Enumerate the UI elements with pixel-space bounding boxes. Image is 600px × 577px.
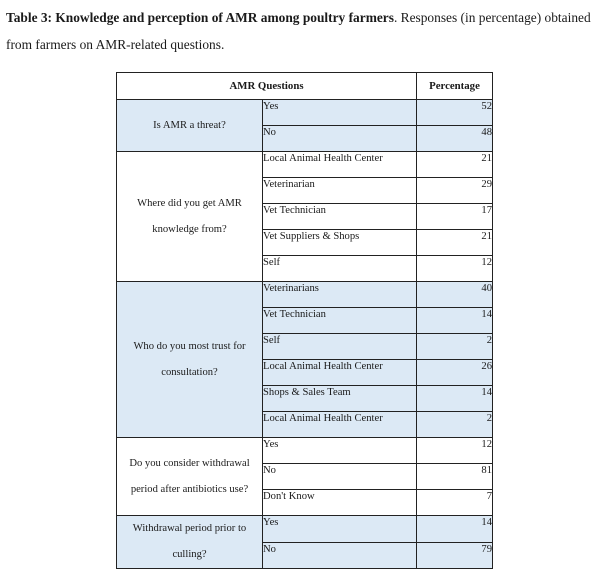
question-cell — [117, 100, 263, 152]
response-cell: Veterinarians — [263, 282, 417, 308]
response-cell: No — [263, 542, 417, 569]
response-cell: Self — [263, 256, 417, 282]
table-row — [117, 152, 493, 178]
question-cell — [117, 516, 263, 569]
table-row — [117, 100, 493, 126]
percentage-cell: 21 — [417, 230, 493, 256]
response-cell: No — [263, 464, 417, 490]
table-row — [117, 282, 493, 308]
percentage-cell: 48 — [417, 126, 493, 152]
response-cell: Local Animal Health Center — [263, 412, 417, 438]
percentage-cell: 29 — [417, 178, 493, 204]
percentage-cell: 7 — [417, 490, 493, 516]
percentage-cell: 14 — [417, 516, 493, 543]
table-body — [117, 100, 493, 569]
header-percentage: Percentage — [417, 73, 493, 100]
percentage-cell: 21 — [417, 152, 493, 178]
percentage-cell: 12 — [417, 256, 493, 282]
response-cell: Vet Technician — [263, 308, 417, 334]
question-text-line: knowledge from? — [152, 223, 227, 235]
response-cell: Yes — [263, 100, 417, 126]
question-text-line: Withdrawal period prior to — [132, 523, 247, 534]
question-text-line: Where did you get AMR — [137, 197, 242, 209]
percentage-cell: 14 — [417, 308, 493, 334]
response-cell: Vet Technician — [263, 204, 417, 230]
question-cell — [117, 152, 263, 282]
percentage-cell: 52 — [417, 100, 493, 126]
amr-table — [116, 72, 493, 569]
response-cell: No — [263, 126, 417, 152]
caption-title: Table 3: Knowledge and perception of AMR among poultry farmers — [6, 10, 394, 25]
response-cell: Yes — [263, 516, 417, 543]
percentage-cell: 14 — [417, 386, 493, 412]
percentage-cell: 40 — [417, 282, 493, 308]
table-row — [117, 516, 493, 543]
table-header-row — [117, 73, 493, 100]
question-text-line: Do you consider withdrawal — [129, 457, 250, 469]
question-cell — [117, 282, 263, 438]
response-cell: Shops & Sales Team — [263, 386, 417, 412]
response-cell: Don't Know — [263, 490, 417, 516]
percentage-cell: 26 — [417, 360, 493, 386]
question-text-line: consultation? — [161, 366, 218, 378]
caption-text: . Responses (in percentage) obtained from farmers on AMR-related questions. — [6, 10, 591, 52]
percentage-cell: 2 — [417, 412, 493, 438]
table-caption — [6, 4, 596, 58]
response-cell: Vet Suppliers & Shops — [263, 230, 417, 256]
response-cell: Yes — [263, 438, 417, 464]
question-cell — [117, 438, 263, 516]
table-row — [117, 438, 493, 464]
percentage-cell: 79 — [417, 542, 493, 569]
response-cell: Local Animal Health Center — [263, 360, 417, 386]
percentage-cell: 17 — [417, 204, 493, 230]
response-cell: Self — [263, 334, 417, 360]
question-text-line: Is AMR a threat? — [153, 119, 226, 131]
response-cell: Veterinarian — [263, 178, 417, 204]
percentage-cell: 2 — [417, 334, 493, 360]
header-amr-questions: AMR Questions — [117, 73, 417, 100]
question-text-line: Who do you most trust for — [133, 340, 246, 352]
question-text-line: culling? — [172, 549, 207, 560]
question-text-line: period after antibiotics use? — [130, 483, 249, 495]
percentage-cell: 12 — [417, 438, 493, 464]
percentage-cell: 81 — [417, 464, 493, 490]
response-cell: Local Animal Health Center — [263, 152, 417, 178]
